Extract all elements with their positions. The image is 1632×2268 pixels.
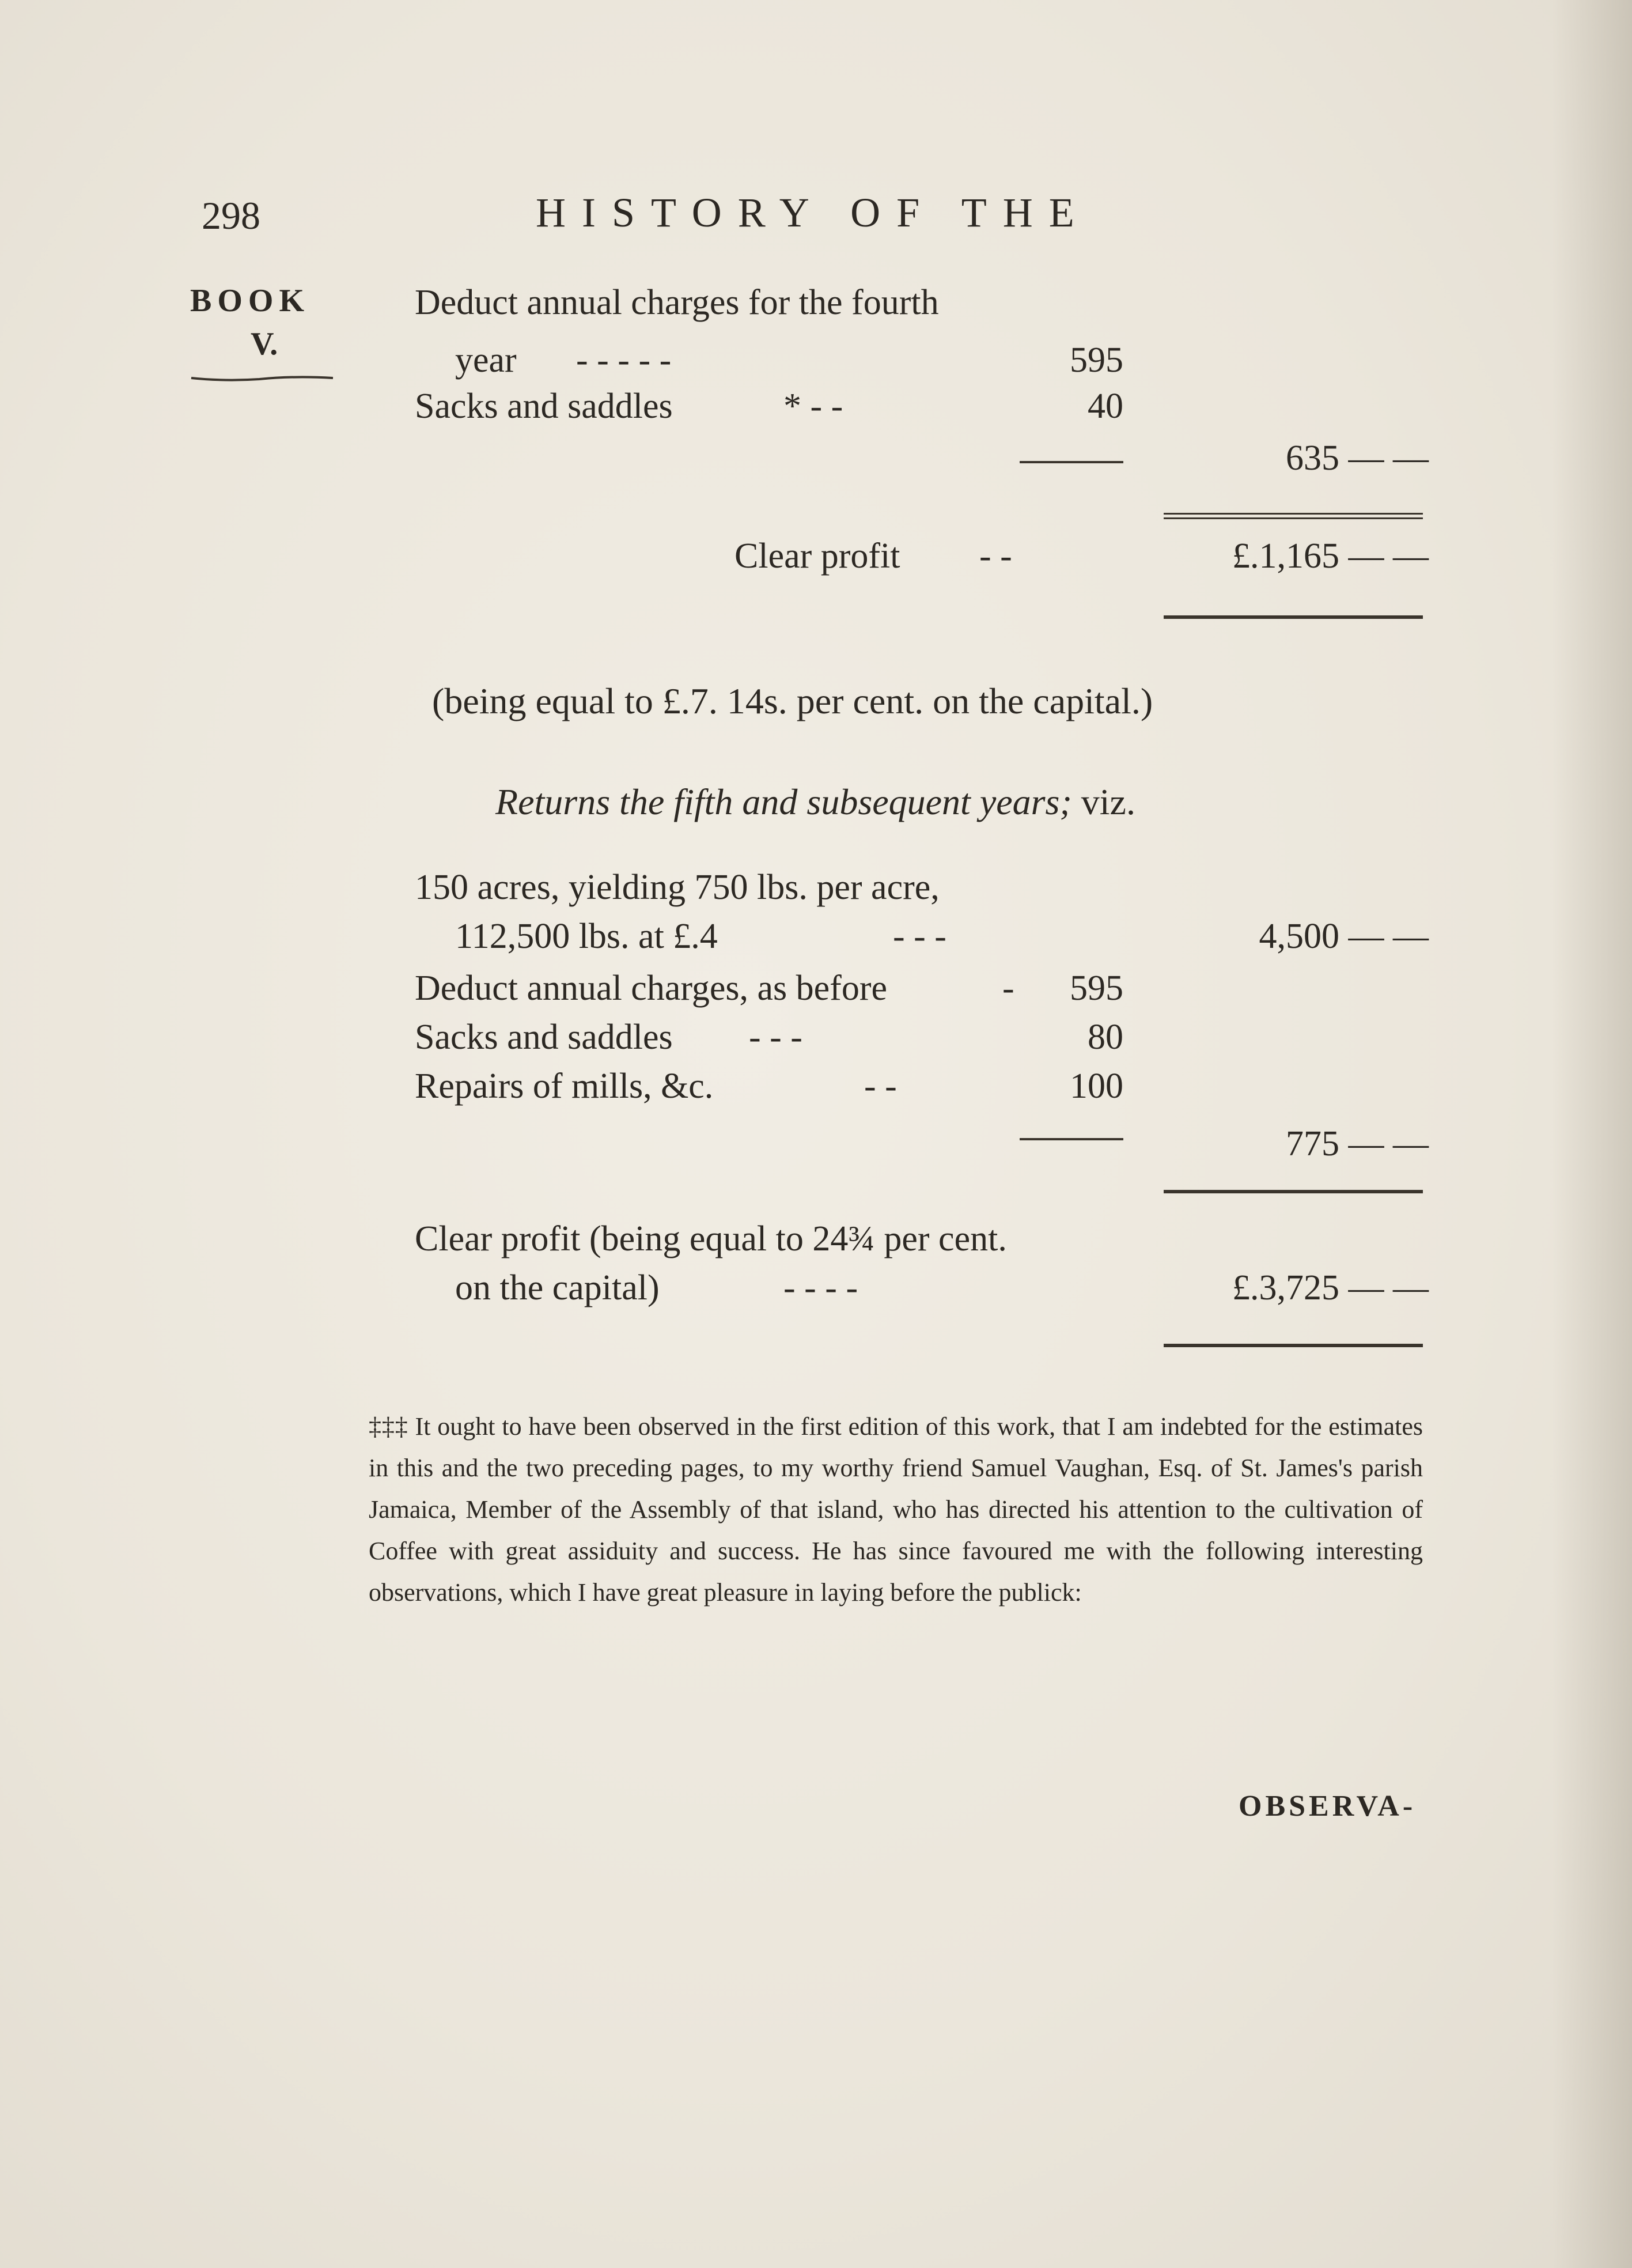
acres-yield-line: 150 acres, yielding 750 lbs. per acre, (415, 868, 940, 907)
clear-profit-value: £.1,165 — — (1232, 536, 1429, 576)
ornamental-rule-icon (190, 375, 334, 383)
deduct-annual-label: Deduct annual charges, as before (415, 969, 887, 1008)
subtotal-rule (1020, 461, 1123, 463)
repairs-mills-label: Repairs of mills, &c. (415, 1067, 714, 1106)
margin-book-label: BOOK (190, 283, 311, 319)
returns-heading-italic: Returns the fifth and subsequent years; (495, 781, 1072, 822)
sacks-saddles-2-value: 80 (1088, 1018, 1123, 1057)
clear-profit-dashes: - - (979, 536, 1012, 576)
catchword: OBSERVA- (1239, 1790, 1417, 1823)
repairs-mills-value: 100 (1070, 1067, 1123, 1106)
repairs-mills-dashes: - - (864, 1067, 897, 1106)
clear-profit-3725: £.3,725 — — (1232, 1268, 1429, 1307)
double-rule-top (1164, 513, 1423, 515)
sacks-saddles-dashes: * - - (783, 387, 843, 426)
gross-return-4500: 4,500 — — (1259, 917, 1429, 956)
deduct-fourth-year-line: Deduct annual charges for the fourth (415, 283, 939, 322)
clear-profit-2-line: Clear profit (being equal to 24¾ per cent. (415, 1219, 1007, 1258)
sacks-saddles-value: 40 (1088, 387, 1123, 426)
lbs-at-price-label: 112,500 lbs. at £.4 (455, 917, 718, 956)
deduct-annual-dashes: - (1002, 969, 1014, 1008)
returns-heading-viz: viz. (1081, 781, 1135, 822)
sacks-saddles-2-dashes: - - - (749, 1018, 802, 1057)
year-label: year (455, 341, 517, 380)
deduct-annual-value: 595 (1070, 969, 1123, 1008)
running-title: HISTORY OF THE (536, 190, 1090, 236)
footnote-vaughan: ‡‡‡ It ought to have been observed in the first edition of this work, that I am indebted for the estimates in this and the two preceding pages, to my worthy friend Samuel Vaughan, Esq. of St. James's parish Jamaica, Member of the Assembly of that island, who has directed his attention to the cultivation of Coffee with great assiduity and success. He has since favoured me with the following interesting observations, which I have great pleasure in laying before the publick: (369, 1412, 1423, 1606)
page-gutter-shadow (1551, 0, 1632, 2268)
sacks-saddles-2-label: Sacks and saddles (415, 1018, 673, 1057)
subtotal-775: 775 — — (1286, 1124, 1429, 1163)
margin-volume-label: V. (251, 326, 278, 362)
subtotal-2-rule (1020, 1138, 1123, 1140)
clear-profit-label: Clear profit (734, 536, 900, 576)
year-value: 595 (1070, 341, 1123, 380)
lbs-at-price-dashes: - - - (893, 917, 946, 956)
clear-profit-rule (1164, 615, 1423, 619)
returns-heading (495, 781, 1135, 823)
double-rule-bottom (1164, 517, 1423, 519)
subtotal-635: 635 — — (1286, 439, 1429, 478)
sacks-saddles-label: Sacks and saddles (415, 387, 673, 426)
year-dashes: - - - - - (576, 341, 672, 380)
subtotal-2-underline (1164, 1190, 1423, 1193)
equal-percent-note: (being equal to £.7. 14s. per cent. on the capital.) (432, 681, 1153, 721)
page-number: 298 (202, 194, 260, 237)
on-capital-dashes: - - - - (783, 1268, 858, 1307)
clear-profit-2-rule (1164, 1344, 1423, 1347)
on-capital-label: on the capital) (455, 1268, 660, 1307)
